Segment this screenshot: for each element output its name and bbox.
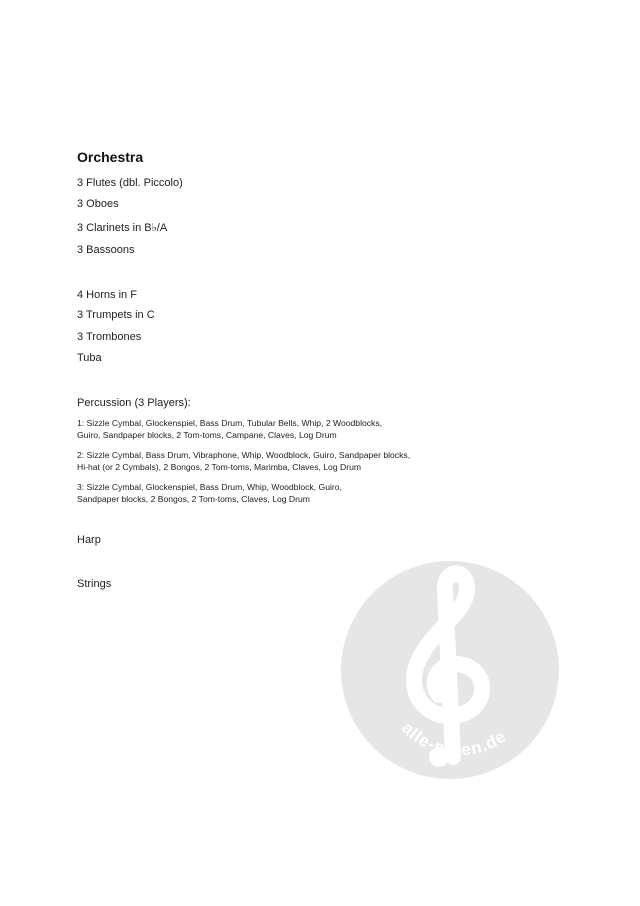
woodwind-flutes: 3 Flutes (dbl. Piccolo): [77, 177, 183, 189]
percussion-player-3: [77, 481, 342, 505]
woodwind-clarinets: 3 Clarinets in B♭/A: [77, 222, 168, 234]
watermark-text: alle-noten.de: [398, 718, 511, 760]
watermark-logo: [341, 561, 559, 779]
percussion-player-1: [77, 417, 382, 441]
harp-entry: Harp: [77, 534, 101, 546]
brass-trombones: 3 Trombones: [77, 331, 142, 343]
percussion-player-3-line-2: Sandpaper blocks, 2 Bongos, 2 Tom-toms, Claves, Log Drum: [77, 494, 310, 504]
woodwind-bassoons: 3 Bassoons: [77, 244, 135, 256]
percussion-player-1-line-2: Guiro, Sandpaper blocks, 2 Tom-toms, Campane, Claves, Log Drum: [77, 430, 337, 440]
percussion-title: Percussion (3 Players):: [77, 397, 191, 409]
strings-entry: Strings: [77, 578, 112, 590]
brass-horns: 4 Horns in F: [77, 289, 137, 301]
treble-clef-icon: [341, 561, 559, 779]
woodwind-oboes: 3 Oboes: [77, 198, 119, 210]
percussion-player-1-line-1: 1: Sizzle Cymbal, Glockenspiel, Bass Drum, Tubular Bells, Whip, 2 Woodblocks,: [77, 418, 383, 428]
percussion-player-2: [77, 449, 410, 473]
brass-tuba: Tuba: [77, 352, 102, 364]
percussion-player-3-line-1: 3: Sizzle Cymbal, Glockenspiel, Bass Drum, Whip, Woodblock, Guiro,: [77, 482, 342, 492]
brass-trumpets: 3 Trumpets in C: [77, 309, 155, 321]
page-title: Orchestra: [77, 149, 144, 165]
percussion-player-2-line-1: 2: Sizzle Cymbal, Bass Drum, Vibraphone, Whip, Woodblock, Guiro, Sandpaper blocks,: [77, 450, 411, 460]
percussion-player-2-line-2: Hi-hat (or 2 Cymbals), 2 Bongos, 2 Tom-toms, Marimba, Claves, Log Drum: [77, 462, 362, 472]
